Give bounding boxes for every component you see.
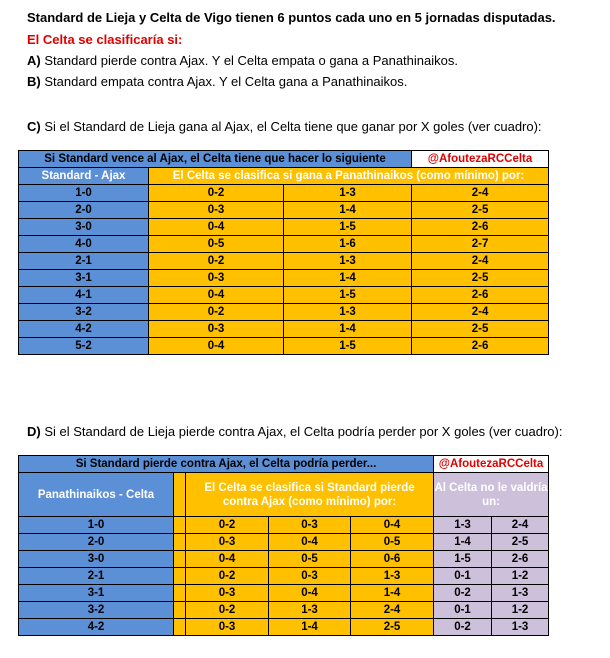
table1-celta-score: 2-7 [412,236,549,253]
table1-header-row [19,168,549,185]
table2-spacer-cell [174,602,186,619]
table1-celta-score: 1-5 [284,338,412,355]
table1-celta-score: 1-3 [284,304,412,321]
table1-celta-score: 2-6 [412,287,549,304]
table1-celta-score: 0-4 [149,287,284,304]
table1-celta-score: 0-2 [149,304,284,321]
table1-celta-score: 2-4 [412,253,549,270]
table2-match-score: 2-1 [19,568,174,585]
table2-not-valid-score: 0-1 [434,568,492,585]
option-b-label: B) [27,74,41,89]
table2-not-valid-score: 2-4 [492,517,549,534]
section-c-heading [27,119,542,134]
table2-match-score: 2-0 [19,534,174,551]
section-c-text: Si el Standard de Lieja gana al Ajax, el Celta tiene que ganar por X goles (ver cuadro): [44,119,542,134]
table2-not-valid-score: 0-2 [434,619,492,636]
table1-row [19,287,549,304]
table2-standard-score: 1-3 [269,602,351,619]
table1-row [19,321,549,338]
table2-spacer-cell [174,473,186,517]
table1-celta-score: 0-4 [149,338,284,355]
table2-not-valid-score: 1-2 [492,602,549,619]
table1-celta-score: 1-4 [284,202,412,219]
table2-not-valid-score: 1-4 [434,534,492,551]
option-a-text: Standard pierde contra Ajax. Y el Celta empata o gana a Panathinaikos. [44,53,458,68]
table2-not-valid-score: 1-3 [434,517,492,534]
table1-row [19,185,549,202]
table2-standard-score: 0-6 [351,551,434,568]
table1-row [19,236,549,253]
table1-standard-score: 2-1 [19,253,149,270]
table1-standard-score: 2-0 [19,202,149,219]
table2-row [19,602,549,619]
table2-header-row [19,473,549,517]
table2-standard-score: 1-3 [351,568,434,585]
table2-col-header: Panathinaikos - Celta [19,473,174,517]
table2-standard-score: 0-2 [186,602,269,619]
table1-row [19,253,549,270]
table2-match-score: 4-2 [19,619,174,636]
table1-celta-score: 1-5 [284,219,412,236]
table1-span-header: El Celta se clasifica si gana a Panathinaikos (como mínimo) por: [149,168,549,185]
table2-standard-score: 0-3 [269,517,351,534]
table2-standard-score: 1-4 [351,585,434,602]
table2-not-valid-score: 2-5 [492,534,549,551]
table2-standard-score: 2-5 [351,619,434,636]
headline: Standard de Lieja y Celta de Vigo tienen 6 puntos cada uno en 5 jornadas disputadas. [27,10,556,25]
table1-title: Si Standard vence al Ajax, el Celta tiene que hacer lo siguiente [19,151,412,168]
table1-celta-score: 2-5 [412,270,549,287]
table1-celta-score: 0-3 [149,321,284,338]
table2-match-score: 1-0 [19,517,174,534]
table1-celta-score: 2-6 [412,219,549,236]
table1-celta-score: 1-3 [284,185,412,202]
table1-standard-score: 5-2 [19,338,149,355]
table2-row [19,585,549,602]
table1-standard-score: 4-0 [19,236,149,253]
table2-standard-score: 0-4 [269,585,351,602]
table1-celta-score: 0-4 [149,219,284,236]
table2-match-score: 3-2 [19,602,174,619]
table2-not-valid-score: 1-3 [492,619,549,636]
table1-standard-score: 3-1 [19,270,149,287]
table2-not-valid-score: 0-1 [434,602,492,619]
table1-celta-score: 0-3 [149,202,284,219]
section-c-label: C) [27,119,41,134]
option-a-label: A) [27,53,41,68]
table1-celta-score: 1-3 [284,253,412,270]
table2-not-valid-score: 1-3 [492,585,549,602]
table2-not-valid-score: 1-5 [434,551,492,568]
table2-not-valid-score: 0-2 [434,585,492,602]
option-a [27,53,458,68]
table1-standard-score: 3-0 [19,219,149,236]
table2-handle: @AfoutezaRCCelta [434,456,549,473]
table1-celta-score: 0-2 [149,253,284,270]
table1-standard-score: 1-0 [19,185,149,202]
table1-celta-score: 0-5 [149,236,284,253]
table2-span-header: El Celta se clasifica si Standard pierde contra Ajax (como mínimo) por: [186,473,434,517]
table2-standard-score: 0-3 [186,585,269,602]
table2-spacer-cell [174,585,186,602]
table2-standard-score: 0-3 [186,534,269,551]
table2-match-score: 3-1 [19,585,174,602]
table1-celta-score: 0-2 [149,185,284,202]
table2-row [19,568,549,585]
table2-side-header: Al Celta no le valdría un: [434,473,549,517]
table2-standard-score: 0-4 [351,517,434,534]
table2-standard-score: 0-2 [186,517,269,534]
table2-match-score: 3-0 [19,551,174,568]
table1-celta-score: 2-6 [412,338,549,355]
table1-celta-score: 2-5 [412,321,549,338]
table2-standard-score: 0-3 [186,619,269,636]
table1-row [19,270,549,287]
table2-row [19,619,549,636]
table2-standard-score: 0-2 [186,568,269,585]
table1-standard-score: 4-2 [19,321,149,338]
table2-row [19,551,549,568]
table2-spacer-cell [174,534,186,551]
table2-standard-score: 0-5 [269,551,351,568]
section-d-heading [27,424,562,439]
subhead: El Celta se clasificaría si: [27,32,183,47]
table1-standard-score: 3-2 [19,304,149,321]
table1-col-header: Standard - Ajax [19,168,149,185]
table1-row [19,338,549,355]
table2-not-valid-score: 1-2 [492,568,549,585]
table1-celta-score: 2-4 [412,185,549,202]
table2-row [19,517,549,534]
table1-celta-score: 0-3 [149,270,284,287]
section-d-text: Si el Standard de Lieja pierde contra Ajax, el Celta podría perder por X goles (ver cuadro): [44,424,563,439]
table2-title: Si Standard pierde contra Ajax, el Celta podría perder... [19,456,434,473]
table1-celta-score: 2-5 [412,202,549,219]
table2-standard-score: 0-4 [186,551,269,568]
table2-title-row [19,456,549,473]
table1-celta-score: 1-4 [284,270,412,287]
table2-spacer-cell [174,551,186,568]
table2-not-valid-score: 2-6 [492,551,549,568]
table1-celta-score: 1-4 [284,321,412,338]
table1-celta-score: 2-4 [412,304,549,321]
table1-celta-score: 1-5 [284,287,412,304]
option-b-text: Standard empata contra Ajax. Y el Celta gana a Panathinaikos. [44,74,408,89]
table2-spacer-cell [174,517,186,534]
table2-row [19,534,549,551]
option-b [27,74,407,89]
table1-standard-score: 4-1 [19,287,149,304]
section-d-label: D) [27,424,41,439]
table2-standard-score: 0-5 [351,534,434,551]
table-standard-wins [18,150,549,355]
table1-handle: @AfoutezaRCCelta [412,151,549,168]
table2-standard-score: 0-4 [269,534,351,551]
table1-row [19,304,549,321]
table2-standard-score: 0-3 [269,568,351,585]
table-standard-loses [18,455,549,636]
table1-celta-score: 1-6 [284,236,412,253]
table1-row [19,219,549,236]
table1-title-row [19,151,549,168]
table2-standard-score: 2-4 [351,602,434,619]
table2-standard-score: 1-4 [269,619,351,636]
table2-spacer-cell [174,568,186,585]
table1-row [19,202,549,219]
table2-spacer-cell [174,619,186,636]
